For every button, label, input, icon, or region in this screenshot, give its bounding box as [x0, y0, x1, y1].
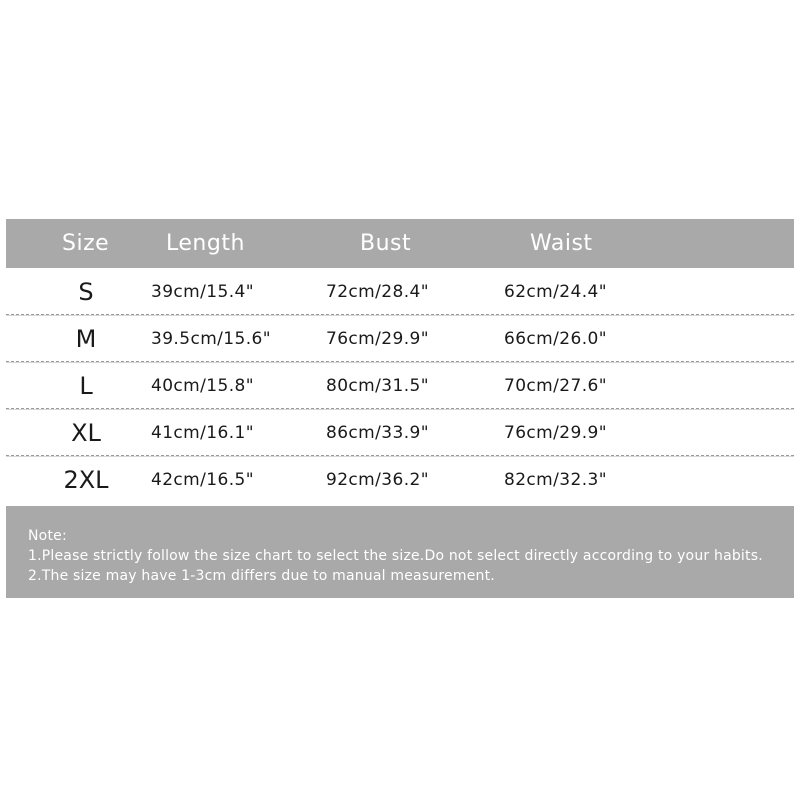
bust-cell: 86cm/33.9" — [326, 423, 429, 443]
table-row — [6, 456, 794, 502]
length-cell: 42cm/16.5" — [151, 470, 254, 490]
notes-title: Note: — [28, 528, 67, 544]
table-row — [6, 409, 794, 456]
note-line-2: 2.The size may have 1-3cm differs due to manual measurement. — [28, 568, 495, 584]
waist-cell: 66cm/26.0" — [504, 329, 607, 349]
header-size: Size — [62, 231, 110, 256]
notes-box — [6, 506, 794, 598]
size-cell: 2XL — [63, 466, 109, 494]
length-cell: 39cm/15.4" — [151, 282, 254, 302]
bust-cell: 80cm/31.5" — [326, 376, 429, 396]
table-row — [6, 315, 794, 362]
header-waist: Waist — [530, 231, 593, 256]
size-cell: S — [78, 278, 94, 306]
waist-cell: 62cm/24.4" — [504, 282, 607, 302]
header-bust: Bust — [360, 231, 412, 256]
length-cell: 39.5cm/15.6" — [151, 329, 271, 349]
size-cell: XL — [71, 419, 101, 447]
bust-cell: 92cm/36.2" — [326, 470, 429, 490]
table-row — [6, 268, 794, 315]
size-cell: L — [79, 372, 93, 400]
table-row — [6, 362, 794, 409]
bust-cell: 76cm/29.9" — [326, 329, 429, 349]
waist-cell: 82cm/32.3" — [504, 470, 607, 490]
header-length: Length — [166, 231, 245, 256]
note-line-1: 1.Please strictly follow the size chart to select the size.Do not select directly according to your habits. — [28, 548, 763, 564]
size-cell: M — [75, 325, 97, 353]
waist-cell: 70cm/27.6" — [504, 376, 607, 396]
waist-cell: 76cm/29.9" — [504, 423, 607, 443]
size-chart-table — [6, 219, 794, 502]
length-cell: 41cm/16.1" — [151, 423, 254, 443]
table-header — [6, 219, 794, 268]
length-cell: 40cm/15.8" — [151, 376, 254, 396]
bust-cell: 72cm/28.4" — [326, 282, 429, 302]
